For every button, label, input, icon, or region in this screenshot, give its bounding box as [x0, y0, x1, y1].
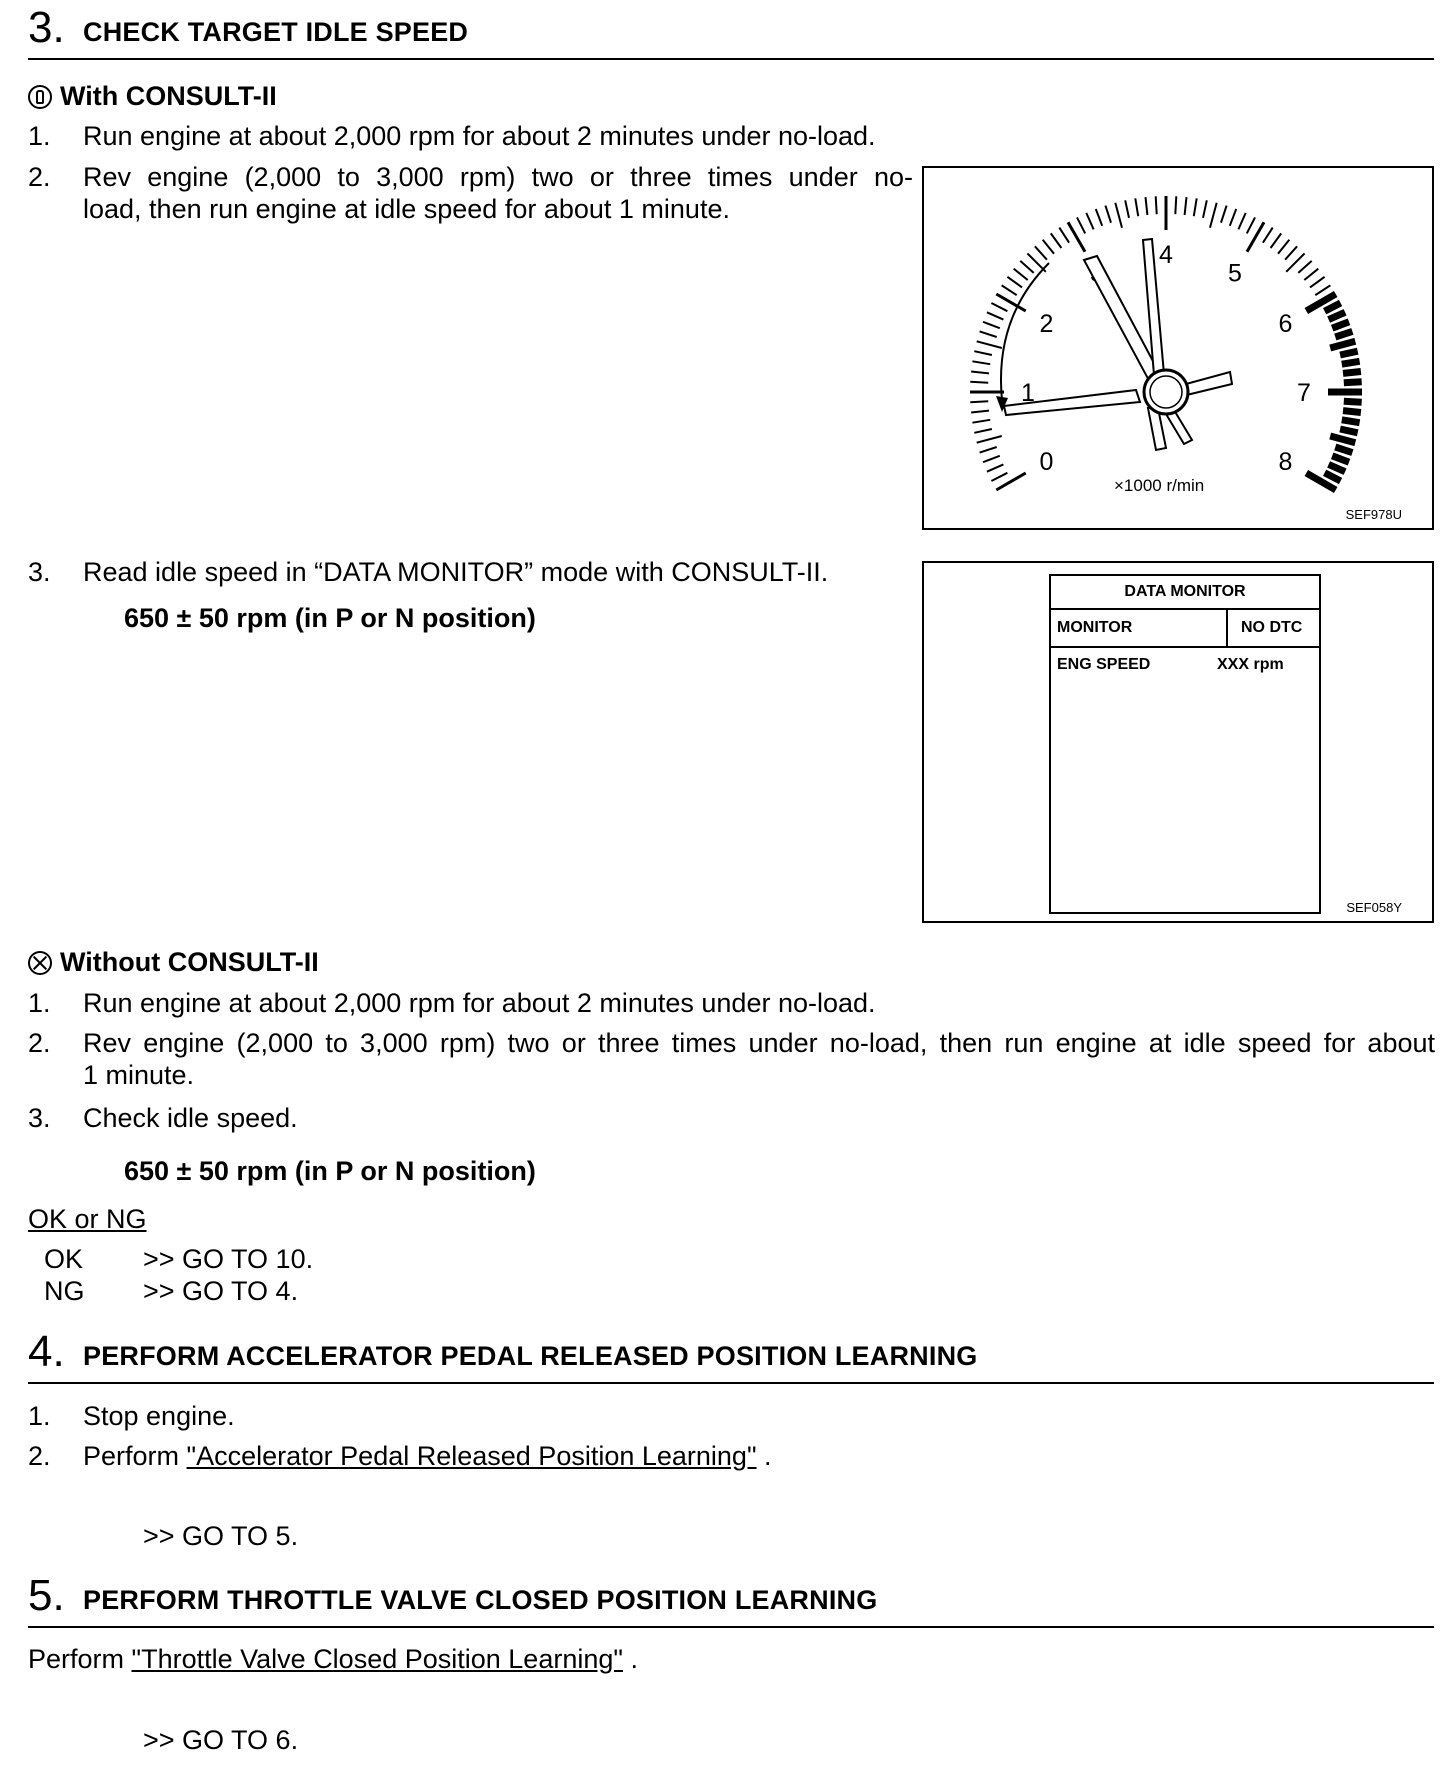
tachometer-tick	[974, 351, 992, 355]
idle-speed-spec: 650 ± 50 rpm (in P or N position)	[124, 603, 536, 633]
tachometer-tick	[1185, 197, 1187, 215]
tachometer-number: 0	[1039, 448, 1054, 476]
list-item: Read idle speed in “DATA MONITOR” mode with CONSULT-II.	[83, 557, 829, 587]
data-monitor-screen	[1049, 574, 1321, 914]
tachometer-number: 1	[1021, 379, 1035, 407]
ok-or-ng-heading: OK or NG	[28, 1204, 147, 1234]
tachometer-tick	[987, 312, 1004, 319]
tachometer-tick	[977, 341, 1002, 348]
tachometer-tick	[1086, 213, 1093, 230]
list-number: 1.	[28, 1401, 51, 1431]
eng-speed-value: XXX rpm	[1217, 656, 1284, 673]
tachometer-tick	[1342, 361, 1360, 364]
consult-tool-icon	[28, 85, 52, 109]
tachometer-tick	[1194, 198, 1197, 216]
tachometer-tick	[972, 361, 990, 364]
list-item: Stop engine.	[83, 1401, 235, 1431]
tachometer-tick	[1105, 206, 1111, 223]
eng-speed-label: ENG SPEED	[1057, 656, 1151, 673]
tachometer-tick	[1002, 285, 1017, 295]
tachometer-tick	[1343, 411, 1361, 413]
tachometer-tick	[991, 303, 1007, 311]
tachometer-tick	[971, 372, 989, 374]
goto-next-step-link[interactable]: >> GO TO 6.	[143, 1725, 299, 1755]
ok-goto-link[interactable]: >> GO TO 10.	[143, 1244, 314, 1274]
tachometer-tick	[1335, 331, 1352, 337]
list-item: Rev engine (2,000 to 3,000 rpm) two or three times under no-load, then run engine at idle speed for about 1 minute.	[83, 1028, 1435, 1090]
tachometer-unit-label: ×1000 r/min	[1114, 476, 1205, 495]
list-number: 2.	[28, 162, 51, 192]
tachometer-tick	[971, 411, 989, 413]
tachometer-tick	[980, 331, 997, 337]
tachometer-tick	[970, 382, 988, 383]
tachometer-tick	[980, 447, 997, 453]
figure-code: SEF058Y	[1346, 900, 1402, 915]
tachometer-number: 6	[1278, 310, 1293, 338]
monitor-column-label: MONITOR	[1057, 619, 1133, 636]
list-number: 2.	[28, 1441, 51, 1471]
tachometer-tick	[1115, 203, 1122, 228]
list-item: Run engine at about 2,000 rpm for about 2 minutes under no-load.	[83, 988, 876, 1018]
list-number: 1.	[28, 988, 51, 1018]
tachometer-tick	[1310, 277, 1325, 288]
tachometer-tick	[1285, 246, 1297, 259]
tachometer-tick	[1330, 341, 1355, 348]
tachometer-tick	[1332, 456, 1349, 462]
tachometer-tick	[1230, 209, 1236, 226]
list-number: 1.	[28, 121, 51, 151]
tachometer-tick	[1342, 420, 1360, 423]
tachometer-tick	[1325, 473, 1341, 481]
tachometer-tick	[991, 473, 1007, 481]
list-number: 3.	[28, 1103, 51, 1133]
tachometer-tick	[1096, 209, 1102, 226]
tachometer-tick	[1271, 233, 1282, 248]
data-monitor-header-row	[1051, 610, 1319, 648]
step-number: 3.	[28, 3, 65, 52]
list-number: 2.	[28, 1028, 51, 1058]
list-item: Perform "Accelerator Pedal Released Position Learning" .	[83, 1441, 772, 1471]
no-consult-icon	[28, 951, 52, 975]
tachometer-tick	[1210, 203, 1217, 228]
tachometer-number: 4	[1159, 241, 1173, 269]
tachometer-tick	[1340, 351, 1358, 355]
tachometer-tick	[1203, 200, 1207, 218]
tachometer-tick	[1077, 217, 1085, 233]
tachometer-tick	[977, 436, 1002, 443]
tachometer-tick	[1344, 382, 1362, 383]
data-monitor-row	[1051, 648, 1319, 678]
tachometer-number: 5	[1228, 259, 1242, 288]
without-consult-heading: Without CONSULT-II	[28, 946, 319, 978]
tachometer-tick	[1035, 246, 1047, 259]
step-3-header	[28, 2, 1434, 60]
tachometer-tick	[972, 420, 990, 423]
step-title: PERFORM THROTTLE VALVE CLOSED POSITION LEARNING	[83, 1585, 878, 1615]
tachometer-tick	[1335, 447, 1352, 453]
throttle-learning-link[interactable]: "Throttle Valve Closed Position Learning"	[131, 1644, 623, 1674]
tachometer-tick	[970, 401, 988, 402]
tachometer-tick	[1221, 206, 1227, 223]
tachometer-tick	[1330, 436, 1355, 443]
tachometer-tick	[1135, 198, 1138, 216]
step-4-header	[28, 1326, 1434, 1384]
tachometer-tick	[1007, 277, 1022, 288]
tachometer-tick	[1343, 372, 1361, 374]
tachometer-tick	[1340, 429, 1358, 433]
column-divider	[1226, 610, 1228, 646]
list-number: 3.	[28, 557, 51, 587]
tachometer-tick	[1298, 261, 1311, 273]
tachometer-number: 8	[1278, 448, 1293, 476]
figure-code: SEF978U	[1345, 507, 1402, 522]
tachometer-tick	[1278, 240, 1289, 254]
tachometer-tick	[1125, 200, 1129, 218]
step-number: 4.	[28, 1327, 65, 1376]
tachometer-tick	[987, 464, 1004, 471]
tachometer-illustration	[924, 168, 1432, 528]
step-5-instruction: Perform "Throttle Valve Closed Position Learning" .	[28, 1644, 638, 1674]
ng-goto-link[interactable]: >> GO TO 4.	[143, 1276, 299, 1306]
tachometer-tick	[1059, 228, 1069, 243]
tachometer-tick	[1238, 213, 1245, 230]
tachometer-tick	[1014, 269, 1028, 280]
tachometer-tick	[1329, 464, 1346, 471]
list-item: Rev engine (2,000 to 3,000 rpm) two or three times under no- load, then run engine at idle speed for about 1 minute.	[83, 162, 913, 224]
tachometer-tick	[1175, 196, 1176, 214]
ok-label: OK	[44, 1244, 84, 1274]
tachometer-tick	[1332, 322, 1349, 328]
tachometer-tick	[1329, 312, 1346, 319]
tachometer-number: 2	[1039, 310, 1054, 338]
step-title: PERFORM ACCELERATOR PEDAL RELEASED POSITION LEARNING	[83, 1341, 978, 1371]
tachometer-tick	[974, 429, 992, 433]
with-consult-heading: With CONSULT-II	[28, 80, 277, 112]
tachometer-tick	[1156, 196, 1157, 214]
tachometer-tick	[1344, 401, 1362, 402]
tachometer-tick	[1247, 217, 1255, 233]
data-monitor-title: DATA MONITOR	[1051, 576, 1319, 610]
step-title: CHECK TARGET IDLE SPEED	[83, 17, 469, 47]
tachometer-tick	[1325, 303, 1341, 311]
step-number: 5.	[28, 1571, 65, 1620]
tachometer-tick	[1020, 261, 1033, 273]
tachometer-tick	[983, 456, 1000, 462]
tachometer-figure	[922, 166, 1434, 530]
tachometer-tick	[983, 322, 1000, 328]
tachometer-tick	[1043, 240, 1054, 254]
tachometer-tick	[1051, 233, 1062, 248]
step-5-header	[28, 1570, 1434, 1628]
dtc-status-label: NO DTC	[1241, 619, 1303, 636]
tachometer-tick	[1263, 228, 1273, 243]
tachometer-tick	[1304, 269, 1318, 280]
accelerator-learning-link[interactable]: "Accelerator Pedal Released Position Learning"	[186, 1441, 757, 1471]
tachometer-number: 7	[1297, 379, 1311, 407]
ng-label: NG	[44, 1276, 85, 1306]
goto-next-step-link[interactable]: >> GO TO 5.	[143, 1521, 299, 1551]
idle-speed-spec: 650 ± 50 rpm (in P or N position)	[124, 1156, 536, 1186]
list-item: Run engine at about 2,000 rpm for about 2 minutes under no-load.	[83, 121, 876, 151]
tachometer-tick	[1146, 197, 1148, 215]
data-monitor-figure	[922, 561, 1434, 923]
tachometer-tick	[1315, 285, 1330, 295]
list-item: Check idle speed.	[83, 1103, 298, 1133]
